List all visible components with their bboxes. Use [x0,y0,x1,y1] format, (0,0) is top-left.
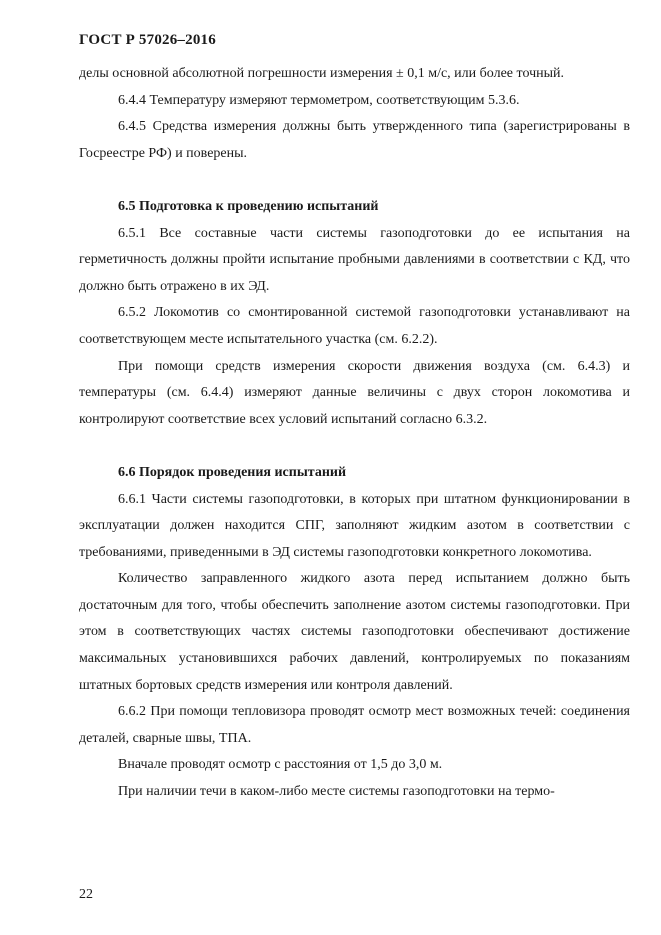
paragraph-6-6-1-nitrogen: Количество заправленного жидкого азота перед испытанием должно быть достаточным для того, чтобы обеспечить заполнение азотом системы газоподготовки. При этом в соответствующих частях системы газоподготовки обеспечивают достижение максимальных установившихся рабочих давлений, контролируемых по показаниям штатных бортовых средств измерения или контроля давлений. [79,571,630,693]
paragraph-6-6-2-distance: Вначале проводят осмотр с расстояния от 1,5 до 3,0 м. [118,757,443,773]
standard-code-header: ГОСТ Р 57026–2016 [79,32,216,48]
paragraph-6-5-2: 6.5.2 Локомотив со смонтированной системой газоподготовки устанавливают на соответствующем месте испытательного участка (см. 6.2.2). [79,305,630,347]
section-heading-6-5: 6.5 Подготовка к проведению испытаний [118,198,379,214]
paragraph-6-4-4: 6.4.4 Температуру измеряют термометром, соответствующим 5.3.6. [118,92,520,108]
section-heading-6-6: 6.6 Порядок проведения испытаний [118,464,347,480]
paragraph-6-6-2-leak: При наличии течи в каком-либо месте системы газоподготовки на термо- [118,784,555,800]
paragraph-6-5-1: 6.5.1 Все составные части системы газоподготовки до ее испытания на герметичность должны пройти испытание пробными давлениями в соответствии с КД, что должно быть отражено в их ЭД. [79,225,630,294]
paragraph-6-5-2-measurement: При помощи средств измерения скорости движения воздуха (см. 6.4.3) и температуры (см. 6.4.4) измеряют данные величины с двух сторон локомотива и контролируют соответствие всех условий испытаний согласно 6.3.2. [79,358,630,427]
paragraph-6-4-5: 6.4.5 Средства измерения должны быть утвержденного типа (зарегистрированы в Госреестре РФ) и поверены. [79,119,630,161]
document-body [79,61,630,806]
paragraph-6-6-1: 6.6.1 Части системы газоподготовки, в которых при штатном функционировании в эксплуатации должен находится СПГ, заполняют жидким азотом в соответствии с требованиями, приведенными в ЭД системы газоподготовки конкретного локомотива. [79,491,630,560]
paragraph-6-6-2: 6.6.2 При помощи тепловизора проводят осмотр мест возможных течей: соединения деталей, сварные швы, ТПА. [79,704,630,746]
page-number: 22 [79,887,93,902]
paragraph-continuation: делы основной абсолютной погрешности измерения ± 0,1 м/с, или более точный. [79,66,565,81]
